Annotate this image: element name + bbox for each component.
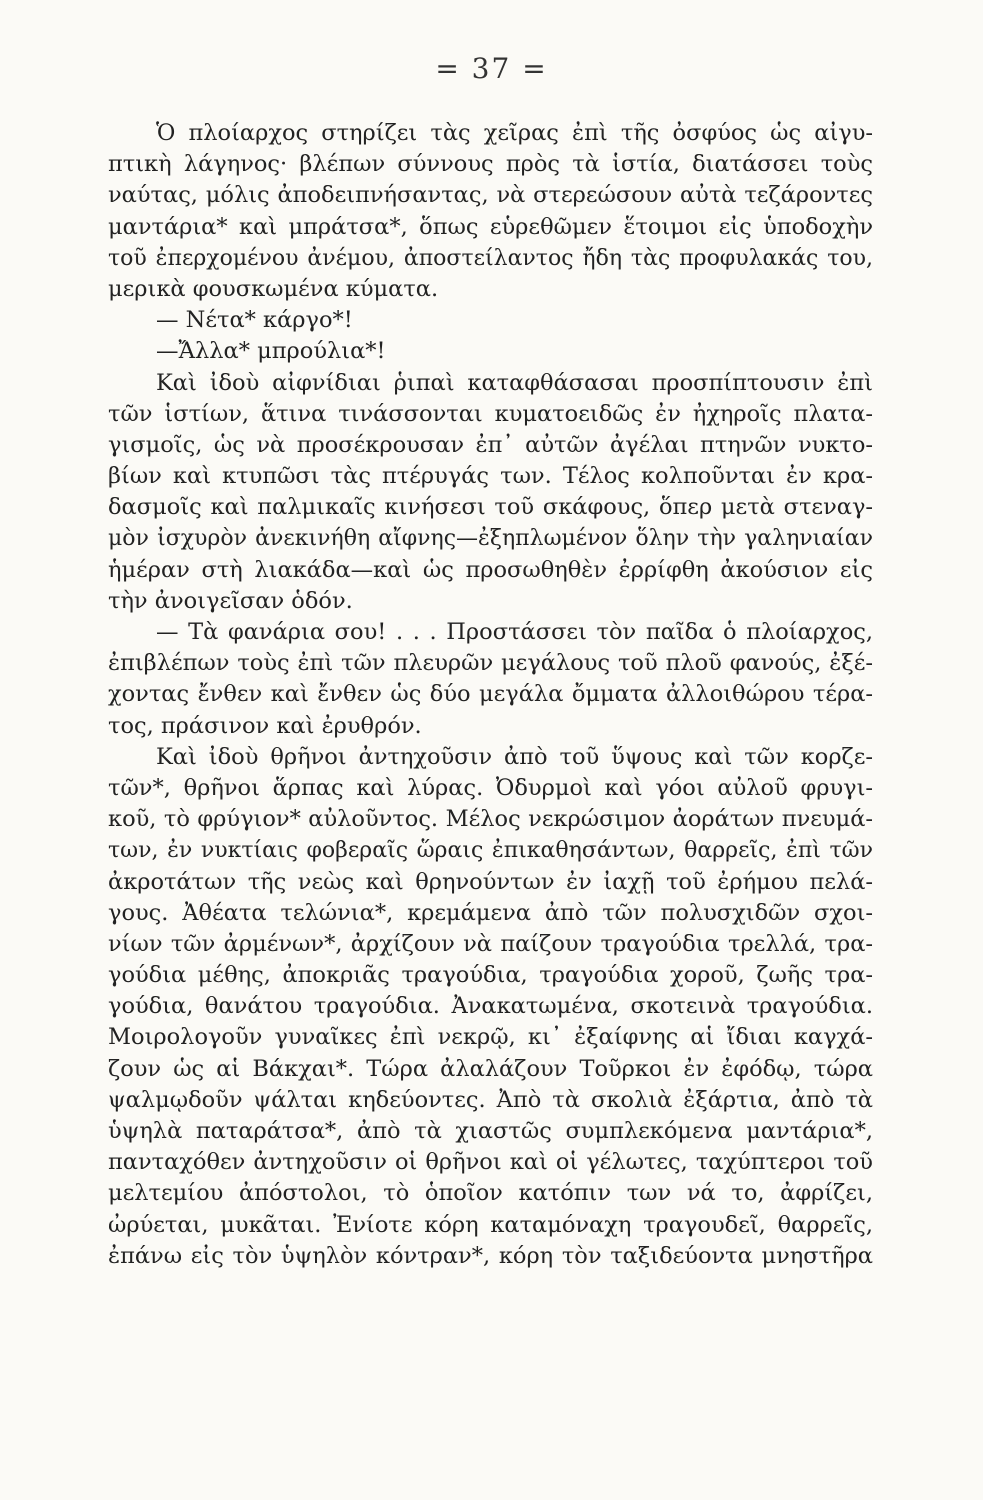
page-number: = 37 = — [435, 52, 548, 85]
text-line: ζουν ὡς αἱ Βάκχαι*. Τώρα ἀλαλάζουν Τοῦρκοι ἐν ἐφόδῳ, τώρα — [108, 1055, 873, 1082]
text-line: χοντας ἔνθεν καὶ ἔνθεν ὡς δύο μεγάλα ὄμματα ἀλλοιθώρου τέρα- — [108, 681, 873, 708]
text-line: γούδια, θανάτου τραγούδια. Ἀνακατωμένα, σκοτεινὰ τραγούδια. — [108, 993, 873, 1020]
text-line: Ὁ πλοίαρχος στηρίζει τὰς χεῖρας ἐπὶ τῆς ὀσφύος ὡς αἰγυ- — [156, 120, 873, 146]
text-line: — Νέτα* κάργο*! — [156, 307, 353, 334]
text-line: νίων τῶν ἀρμένων*, ἀρχίζουν νὰ παίζουν τραγούδια τρελλά, τρα- — [108, 930, 873, 957]
text-line: ἐπιβλέπων τοὺς ἐπὶ τῶν πλευρῶν μεγάλους τοῦ πλοῦ φανούς, ἐξέ- — [108, 650, 873, 677]
text-line: ὠρύεται, μυκᾶται. Ἐνίοτε κόρη καταμόναχη τραγουδεῖ, θαρρεῖς, — [108, 1211, 873, 1238]
text-line: βίων καὶ κτυπῶσι τὰς πτέρυγάς των. Τέλος κολποῦνται ἐν κρα- — [108, 463, 873, 490]
text-line: τοῦ ἐπερχομένου ἀνέμου, ἀποστείλαντος ἤδη τὰς προφυλακάς του, — [108, 245, 873, 271]
text-line: των, ἐν νυκτίαις φοβεραῖς ὥραις ἐπικαθησάντων, θαρρεῖς, ἐπὶ τῶν — [108, 838, 873, 864]
text-line: τὴν ἀνοιγεῖσαν ὁδόν. — [108, 587, 353, 614]
text-line: τῶν ἱστίων, ἅτινα τινάσσονται κυματοειδῶς ἐν ἠχηροῖς πλατα- — [108, 400, 873, 427]
text-line: δασμοῖς καὶ παλμικαῖς κινήσεσι τοῦ σκάφους, ὅπερ μετὰ στεναγ- — [108, 494, 873, 521]
text-line: μερικὰ φουσκωμένα κύματα. — [108, 275, 439, 302]
text-line: γούδια μέθης, ἀποκριᾶς τραγούδια, τραγούδια χοροῦ, ζωῆς τρα- — [108, 962, 873, 989]
text-line: ἡμέραν στὴ λιακάδα—καὶ ὡς προσωθηθὲν ἐρρίφθη ἀκούσιον εἰς — [108, 556, 873, 583]
text-line: μὸν ἰσχυρὸν ἀνεκινήθη αἴφνης—ἐξηπλωμένον ὅλην τὴν γαληνιαίαν — [108, 526, 873, 552]
text-line: γους. Ἀθέατα τελώνια*, κρεμάμενα ἀπὸ τῶν πολυσχιδῶν σχοι- — [108, 899, 873, 926]
text-line: μελτεμίου ἀπόστολοι, τὸ ὁποῖον κατόπιν των νά το, ἀφρίζει, — [108, 1180, 873, 1207]
text-line: ὑψηλὰ παταράτσα*, ἀπὸ τὰ χιαστῶς συμπλεκόμενα μαντάρια*, — [108, 1118, 873, 1144]
text-line: τῶν*, θρῆνοι ἅρπας καὶ λύρας. Ὀδυρμοὶ καὶ γόοι αὐλοῦ φρυγι- — [108, 774, 873, 801]
text-line: ναύτας, μόλις ἀποδειπνήσαντας, νὰ στερεώσουν αὐτὰ τεζάροντες — [108, 182, 873, 209]
text-line: Μοιρολογοῦν γυναῖκες ἐπὶ νεκρῷ, κι᾽ ἐξαίφνης αἱ ἴδιαι καγχά- — [108, 1024, 873, 1051]
body-text — [108, 118, 873, 1272]
text-line: γισμοῖς, ὡς νὰ προσέκρουσαν ἐπ᾽ αὐτῶν ἀγέλαι πτηνῶν νυκτο- — [108, 431, 873, 458]
text-line: ἀκροτάτων τῆς νεὼς καὶ θρηνούντων ἐν ἰαχῇ τοῦ ἐρήμου πελά- — [108, 868, 873, 895]
text-line: ψαλμῳδοῦν ψάλται κηδεύοντες. Ἀπὸ τὰ σκολιὰ ἐξάρτια, ἀπὸ τὰ — [108, 1086, 873, 1113]
text-line: πτικὴ λάγηνος· βλέπων σύννους πρὸς τὰ ἱστία, διατάσσει τοὺς — [108, 151, 873, 178]
text-line: κοῦ, τὸ φρύγιον* αὐλοῦντος. Μέλος νεκρώσιμον ἀοράτων πνευμά- — [108, 806, 873, 833]
text-line: μαντάρια* καὶ μπράτσα*, ὅπως εὑρεθῶμεν ἕτοιμοι εἰς ὑποδοχὴν — [108, 213, 873, 240]
text-line: Καὶ ἰδοὺ θρῆνοι ἀντηχοῦσιν ἀπὸ τοῦ ὕψους καὶ τῶν κορζε- — [156, 743, 873, 770]
text-line: τος, πράσινον καὶ ἐρυθρόν. — [108, 712, 422, 739]
text-line: ἐπάνω εἰς τὸν ὑψηλὸν κόντραν*, κόρη τὸν ταξιδεύοντα μνηστῆρα — [108, 1242, 873, 1269]
text-line: —Ἄλλα* μπρούλια*! — [156, 338, 386, 365]
text-line: — Τὰ φανάρια σου! . . . Προστάσσει τὸν παῖδα ὁ πλοίαρχος, — [156, 619, 873, 645]
text-line: Καὶ ἰδοὺ αἰφνίδιαι ῥιπαὶ καταφθάσασαι προσπίπτουσιν ἐπὶ — [156, 369, 873, 396]
text-line: πανταχόθεν ἀντηχοῦσιν οἱ θρῆνοι καὶ οἱ γέλωτες, ταχύπτεροι τοῦ — [108, 1149, 873, 1176]
